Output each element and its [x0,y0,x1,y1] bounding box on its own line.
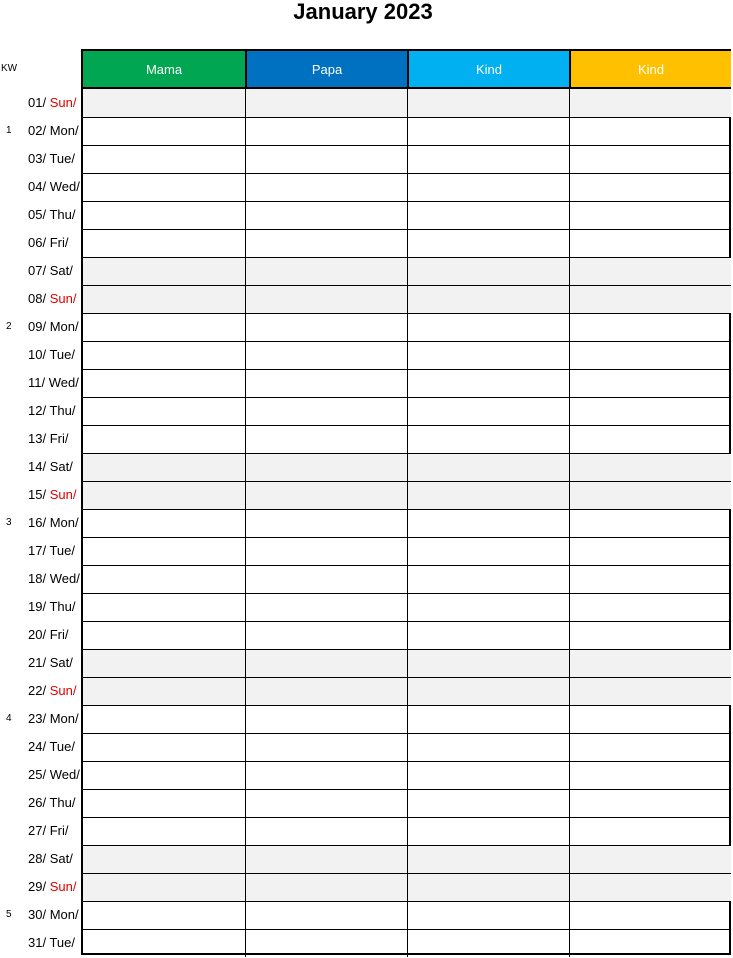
cell-mama[interactable] [83,734,245,761]
cell-kind-1[interactable] [407,174,569,201]
cell-mama[interactable] [83,650,245,677]
day-label-row [0,145,81,173]
day-row [83,537,729,565]
cell-kind-2[interactable] [569,118,731,145]
day-weekday: Thu/ [49,207,76,222]
cell-kind-2[interactable] [569,146,731,173]
day-row [83,173,729,201]
cell-papa[interactable] [245,678,407,705]
cell-kind-1[interactable] [407,370,569,397]
cell-papa[interactable] [245,286,407,313]
day-date: 12/ [28,403,47,418]
cell-kind-1[interactable] [407,706,569,733]
day-row [83,565,729,593]
day-label [28,537,75,565]
day-weekday: Fri/ [49,823,69,838]
cell-kind-1[interactable] [407,118,569,145]
cell-papa[interactable] [245,538,407,565]
day-label [28,397,75,425]
day-label-row [0,537,81,565]
cell-kind-1[interactable] [407,202,569,229]
cell-mama[interactable] [83,762,245,789]
cell-kind-1[interactable] [407,286,569,313]
day-weekday: Tue/ [49,935,75,950]
cell-kind-2[interactable] [569,818,731,845]
day-weekday: Sun/ [49,95,77,110]
day-label [28,285,76,313]
cell-kind-1[interactable] [407,538,569,565]
cell-kind-1[interactable] [407,678,569,705]
day-label [28,229,68,257]
cell-kind-2[interactable] [569,874,731,901]
day-weekday: Fri/ [49,627,69,642]
day-label-row [0,229,81,257]
cell-kind-2[interactable] [569,258,731,285]
day-date: 22/ [28,683,47,698]
day-weekday: Tue/ [49,151,75,166]
day-row [83,481,729,509]
cell-kind-2[interactable] [569,286,731,313]
cell-papa[interactable] [245,258,407,285]
day-label [28,593,75,621]
day-label [28,761,80,789]
cell-kind-2[interactable] [569,426,731,453]
cell-kind-2[interactable] [569,230,731,257]
cell-kind-2[interactable] [569,622,731,649]
day-label-row [0,201,81,229]
day-date: 05/ [28,207,47,222]
cell-mama[interactable] [83,790,245,817]
day-date: 29/ [28,879,47,894]
day-date: 26/ [28,795,47,810]
cell-papa[interactable] [245,146,407,173]
cell-mama[interactable] [83,594,245,621]
cell-papa[interactable] [245,398,407,425]
day-label [28,677,76,705]
cell-mama[interactable] [83,314,245,341]
cell-mama[interactable] [83,174,245,201]
cell-kind-1[interactable] [407,846,569,873]
cell-papa[interactable] [245,622,407,649]
cell-kind-2[interactable] [569,174,731,201]
day-date: 24/ [28,739,47,754]
day-date: 28/ [28,851,47,866]
day-weekday: Mon/ [49,907,79,922]
day-weekday: Sat/ [49,459,73,474]
cell-papa[interactable] [245,202,407,229]
cell-kind-1[interactable] [407,622,569,649]
day-row [83,593,729,621]
day-label-row [0,733,81,761]
day-row [83,117,729,145]
page-title: January 2023 [293,0,433,24]
day-row [83,621,729,649]
day-label [28,509,79,537]
day-weekday: Mon/ [49,123,79,138]
day-label-row [0,677,81,705]
cell-mama[interactable] [83,146,245,173]
cell-kind-2[interactable] [569,482,731,509]
cell-papa[interactable] [245,706,407,733]
day-label-row [0,173,81,201]
day-date: 13/ [28,431,47,446]
day-row [83,789,729,817]
cell-kind-1[interactable] [407,594,569,621]
day-date: 20/ [28,627,47,642]
cell-kind-1[interactable] [407,762,569,789]
cell-papa[interactable] [245,902,407,929]
day-weekday: Fri/ [49,235,69,250]
day-label-row [0,509,81,537]
cell-kind-1[interactable] [407,818,569,845]
day-rows [83,89,729,957]
day-weekday: Sun/ [49,683,77,698]
day-label [28,117,79,145]
cell-papa[interactable] [245,846,407,873]
cell-kind-1[interactable] [407,454,569,481]
cell-kind-2[interactable] [569,566,731,593]
day-row [83,873,729,901]
cell-mama[interactable] [83,818,245,845]
day-date: 04/ [28,179,47,194]
day-label-row [0,341,81,369]
day-label [28,341,75,369]
cell-kind-2[interactable] [569,790,731,817]
cell-papa[interactable] [245,650,407,677]
day-date: 08/ [28,291,47,306]
calendar-week-number: 1 [6,125,12,136]
cell-mama[interactable] [83,230,245,257]
day-date: 21/ [28,655,47,670]
cell-kind-2[interactable] [569,762,731,789]
day-row [83,397,729,425]
day-date: 27/ [28,823,47,838]
day-row [83,845,729,873]
day-label [28,257,73,285]
cell-papa[interactable] [245,342,407,369]
day-label [28,705,79,733]
day-label [28,89,76,117]
cell-mama[interactable] [83,426,245,453]
day-date: 07/ [28,263,47,278]
day-weekday: Sun/ [49,879,77,894]
day-label [28,621,68,649]
day-label [28,453,73,481]
day-date: 10/ [28,347,47,362]
day-date: 02/ [28,123,47,138]
day-date: 17/ [28,543,47,558]
cell-mama[interactable] [83,902,245,929]
cell-mama[interactable] [83,510,245,537]
cell-kind-2[interactable] [569,706,731,733]
day-label-row [0,285,81,313]
day-label-row [0,425,81,453]
cell-papa[interactable] [245,790,407,817]
cell-mama[interactable] [83,846,245,873]
cell-mama[interactable] [83,622,245,649]
cell-kind-2[interactable] [569,454,731,481]
cell-mama[interactable] [83,89,245,117]
cell-mama[interactable] [83,482,245,509]
cell-kind-2[interactable] [569,846,731,873]
cell-kind-1[interactable] [407,566,569,593]
day-row [83,257,729,285]
day-label-row [0,453,81,481]
day-label [28,201,75,229]
day-label-row [0,649,81,677]
day-date: 19/ [28,599,47,614]
column-header-kind-2: Kind [569,51,731,87]
column-header-kind-1: Kind [407,51,569,87]
day-label [28,649,73,677]
day-row [83,425,729,453]
day-label [28,565,80,593]
day-row [83,229,729,257]
cell-papa[interactable] [245,174,407,201]
cell-mama[interactable] [83,370,245,397]
column-header-papa: Papa [245,51,407,87]
day-row [83,313,729,341]
day-weekday: Mon/ [49,515,79,530]
day-weekday: Wed/ [48,375,79,390]
cell-papa[interactable] [245,762,407,789]
cell-papa[interactable] [245,594,407,621]
day-row [83,733,729,761]
cell-kind-1[interactable] [407,482,569,509]
cell-papa[interactable] [245,874,407,901]
cell-kind-2[interactable] [569,594,731,621]
calendar-week-number: 3 [6,517,12,528]
day-label-row [0,397,81,425]
cell-papa[interactable] [245,230,407,257]
cell-mama[interactable] [83,118,245,145]
day-weekday: Tue/ [49,739,75,754]
cell-kind-1[interactable] [407,426,569,453]
day-row [83,817,729,845]
calendar-week-number: 4 [6,713,12,724]
day-weekday: Wed/ [49,767,80,782]
cell-mama[interactable] [83,342,245,369]
cell-papa[interactable] [245,118,407,145]
cell-mama[interactable] [83,566,245,593]
day-date: 30/ [28,907,47,922]
cell-papa[interactable] [245,734,407,761]
cell-kind-1[interactable] [407,258,569,285]
day-row [83,509,729,537]
day-label-row [0,565,81,593]
day-label [28,789,75,817]
day-weekday: Mon/ [49,319,79,334]
cell-mama[interactable] [83,454,245,481]
day-weekday: Tue/ [49,347,75,362]
day-label-row [0,761,81,789]
column-header-row [83,51,729,89]
day-label [28,425,68,453]
cell-kind-2[interactable] [569,370,731,397]
day-weekday: Thu/ [49,599,76,614]
day-label-row [0,817,81,845]
day-row [83,901,729,929]
day-label [28,873,76,901]
day-weekday: Sat/ [49,851,73,866]
cell-mama[interactable] [83,874,245,901]
day-label-row [0,789,81,817]
day-date: 25/ [28,767,47,782]
day-weekday: Fri/ [49,431,69,446]
day-row [83,89,729,117]
day-row [83,453,729,481]
day-row [83,649,729,677]
cell-kind-1[interactable] [407,89,569,117]
day-weekday: Sun/ [49,487,77,502]
cell-kind-2[interactable] [569,650,731,677]
day-weekday: Thu/ [49,795,76,810]
cell-papa[interactable] [245,314,407,341]
cell-kind-2[interactable] [569,342,731,369]
calendar-week-number: 2 [6,321,12,332]
day-label-row [0,845,81,873]
cell-kind-2[interactable] [569,510,731,537]
cell-mama[interactable] [83,202,245,229]
cell-mama[interactable] [83,930,245,957]
calendar-grid [81,49,731,955]
cell-kind-1[interactable] [407,790,569,817]
cell-kind-1[interactable] [407,510,569,537]
cell-kind-2[interactable] [569,734,731,761]
calendar-week-number: 5 [6,909,12,920]
cell-kind-2[interactable] [569,202,731,229]
day-date: 14/ [28,459,47,474]
day-label [28,145,75,173]
day-weekday: Tue/ [49,543,75,558]
cell-mama[interactable] [83,398,245,425]
cell-papa[interactable] [245,818,407,845]
day-date: 06/ [28,235,47,250]
day-date: 15/ [28,487,47,502]
day-label [28,369,79,397]
cell-kind-1[interactable] [407,342,569,369]
day-label-row [0,369,81,397]
day-label [28,313,79,341]
day-label [28,901,79,929]
cell-kind-1[interactable] [407,398,569,425]
day-label [28,817,68,845]
cell-papa[interactable] [245,566,407,593]
cell-mama[interactable] [83,678,245,705]
day-weekday: Mon/ [49,711,79,726]
day-label [28,733,75,761]
cell-papa[interactable] [245,426,407,453]
cell-kind-1[interactable] [407,650,569,677]
day-row [83,341,729,369]
cell-mama[interactable] [83,538,245,565]
day-row [83,929,729,957]
day-date: 23/ [28,711,47,726]
day-date: 01/ [28,95,47,110]
day-label-row [0,901,81,929]
cell-kind-1[interactable] [407,230,569,257]
cell-mama[interactable] [83,286,245,313]
cell-kind-2[interactable] [569,314,731,341]
cell-kind-2[interactable] [569,538,731,565]
column-header-mama: Mama [83,51,245,87]
day-row [83,145,729,173]
cell-papa[interactable] [245,454,407,481]
cell-kind-2[interactable] [569,902,731,929]
day-date: 11/ [28,375,46,390]
cell-papa[interactable] [245,89,407,117]
cell-kind-2[interactable] [569,678,731,705]
day-label [28,845,73,873]
cell-papa[interactable] [245,930,407,957]
day-row [83,705,729,733]
cell-kind-1[interactable] [407,930,569,957]
cell-kind-2[interactable] [569,398,731,425]
day-label-row [0,593,81,621]
cell-kind-1[interactable] [407,902,569,929]
day-label-row [0,873,81,901]
day-label-row [0,257,81,285]
day-date: 03/ [28,151,47,166]
day-row [83,201,729,229]
day-date: 09/ [28,319,47,334]
cell-kind-1[interactable] [407,734,569,761]
day-weekday: Sat/ [49,655,73,670]
cell-kind-1[interactable] [407,314,569,341]
day-label-row [0,621,81,649]
day-weekday: Sun/ [49,291,77,306]
day-weekday: Wed/ [49,571,80,586]
day-row [83,285,729,313]
cell-papa[interactable] [245,510,407,537]
day-label-row [0,705,81,733]
day-label [28,929,75,957]
day-label-row [0,89,81,117]
day-label-row [0,117,81,145]
day-label [28,481,76,509]
day-row [83,369,729,397]
cell-mama[interactable] [83,258,245,285]
day-label-row [0,481,81,509]
day-label [28,173,80,201]
day-date: 16/ [28,515,47,530]
calendar-week-header: KW [1,63,18,74]
day-row [83,677,729,705]
day-weekday: Sat/ [49,263,73,278]
cell-kind-1[interactable] [407,146,569,173]
cell-papa[interactable] [245,370,407,397]
day-date: 31/ [28,935,47,950]
cell-kind-2[interactable] [569,89,731,117]
cell-mama[interactable] [83,706,245,733]
day-row [83,761,729,789]
day-date: 18/ [28,571,47,586]
day-label-row [0,929,81,957]
cell-papa[interactable] [245,482,407,509]
day-weekday: Thu/ [49,403,76,418]
cell-kind-2[interactable] [569,930,731,957]
day-label-row [0,313,81,341]
cell-kind-1[interactable] [407,874,569,901]
day-weekday: Wed/ [49,179,80,194]
